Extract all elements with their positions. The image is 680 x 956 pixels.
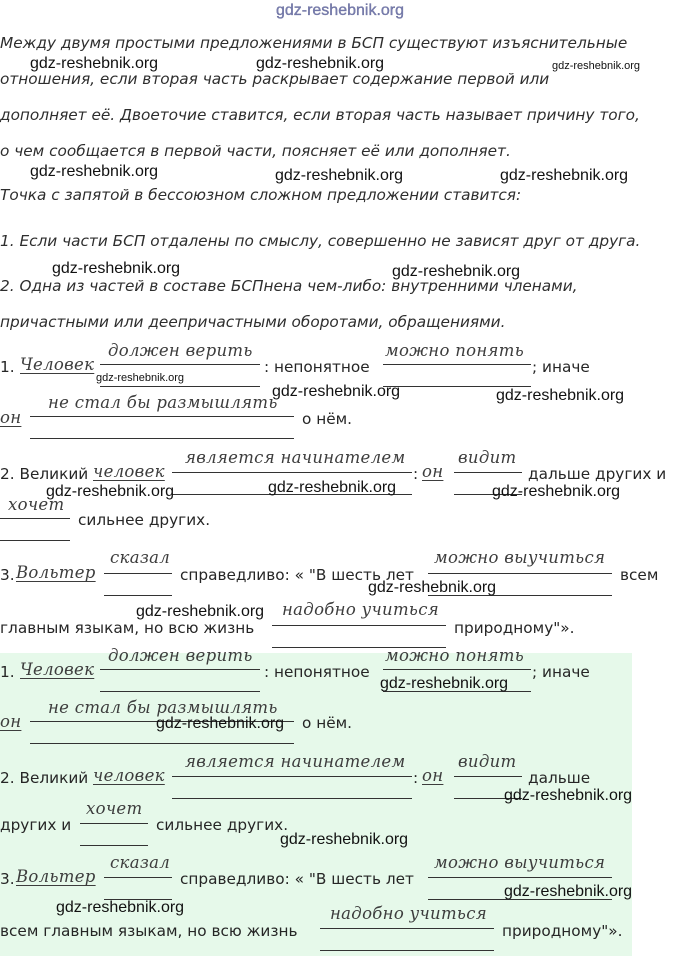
predicate-underline <box>104 877 172 878</box>
example-number: 3. <box>0 870 15 888</box>
watermark: gdz-reshebnik.org <box>504 787 633 804</box>
watermark: gdz-reshebnik.org <box>256 55 385 72</box>
predicate-underline <box>383 364 531 365</box>
predicate-word: не стал бы размышлять <box>48 698 278 717</box>
subject-word: Вольтер <box>16 867 96 886</box>
sentence-text: главным языкам, но всю жизнь <box>0 619 255 637</box>
sentence-text: других и <box>0 816 72 834</box>
sentence-text: о нём. <box>302 714 353 732</box>
watermark: gdz-reshebnik.org <box>46 483 175 500</box>
predicate-underline <box>320 950 494 951</box>
watermark: gdz-reshebnik.org <box>552 60 641 72</box>
predicate-word: хочет <box>86 799 143 818</box>
predicate-underline <box>80 845 148 846</box>
sentence-text: всем главным языкам, но всю жизнь <box>0 922 298 940</box>
sentence-text: справедливо: « "В шесть лет <box>180 566 414 584</box>
watermark: gdz-reshebnik.org <box>504 883 633 900</box>
sentence-text: о нём. <box>302 410 353 428</box>
sentence-text: ; иначе <box>532 663 590 681</box>
predicate-word: надобно учиться <box>330 904 487 923</box>
subject-word: Вольтер <box>16 563 96 582</box>
sentence-text: всем <box>620 566 659 584</box>
sentence-text: природному"». <box>502 922 623 940</box>
predicate-word: видит <box>458 448 517 467</box>
predicate-underline <box>100 669 260 670</box>
watermark: gdz-reshebnik.org <box>156 715 285 732</box>
watermark: gdz-reshebnik.org <box>275 167 404 184</box>
watermark: gdz-reshebnik.org <box>96 372 185 384</box>
rule-two: причастными или деепричастными оборотами, обращениями. <box>0 313 506 331</box>
predicate-underline <box>383 669 531 670</box>
predicate-word: сказал <box>110 548 171 567</box>
watermark: gdz-reshebnik.org <box>492 483 621 500</box>
theory-line: отношения, если вторая часть раскрывает содержание первой или <box>0 70 550 88</box>
sentence-text: ; иначе <box>532 358 590 376</box>
predicate-underline <box>454 776 522 777</box>
predicate-word: хочет <box>8 495 65 514</box>
subject-word: он <box>0 712 22 731</box>
predicate-underline <box>454 472 522 473</box>
theory-line: Между двумя простыми предложениями в БСП существуют изъяснительные <box>0 34 628 52</box>
predicate-word: можно выучиться <box>434 853 606 872</box>
predicate-word: можно выучиться <box>434 548 606 567</box>
predicate-underline <box>100 364 260 365</box>
watermark: gdz-reshebnik.org <box>500 167 629 184</box>
predicate-underline <box>428 877 612 878</box>
sentence-text: сильнее других. <box>78 511 211 529</box>
predicate-underline <box>172 798 412 799</box>
predicate-underline <box>172 776 412 777</box>
subject-word: Человек <box>20 660 95 679</box>
predicate-word: сказал <box>110 853 171 872</box>
predicate-underline <box>320 928 494 929</box>
site-watermark-header: gdz-reshebnik.org <box>275 2 405 19</box>
example-number: 1. <box>0 663 15 681</box>
theory-line: Точка с запятой в бессоюзном сложном предложении ставится: <box>0 186 522 204</box>
predicate-underline <box>0 518 70 519</box>
example-number: 1. <box>0 358 15 376</box>
theory-line: дополняет её. Двоеточие ставится, если вторая часть называет причину того, <box>0 106 640 124</box>
subject-word: человек <box>93 462 165 481</box>
rule-two: 2. Одна из частей в составе БСПнена чем-либо: внутренними членами, <box>0 277 578 295</box>
predicate-word: можно понять <box>385 341 524 360</box>
predicate-underline <box>172 472 412 473</box>
watermark: gdz-reshebnik.org <box>272 383 401 400</box>
example-number: 2. Великий <box>0 769 89 787</box>
sentence-text: : непонятное <box>264 663 370 681</box>
watermark: gdz-reshebnik.org <box>380 675 509 692</box>
predicate-underline <box>80 823 148 824</box>
sentence-text: дальше других и <box>528 465 667 483</box>
predicate-underline <box>100 386 260 387</box>
predicate-word: надобно учиться <box>282 600 439 619</box>
predicate-underline <box>428 573 612 574</box>
subject-word: он <box>422 766 444 785</box>
theory-line: о чем сообщается в первой части, поясняет её или дополняет. <box>0 142 511 160</box>
example-number: 3. <box>0 566 15 584</box>
predicate-word: является начинателем <box>185 448 406 467</box>
predicate-underline <box>0 540 70 541</box>
predicate-underline <box>30 743 294 744</box>
predicate-underline <box>30 438 294 439</box>
predicate-underline <box>104 595 172 596</box>
predicate-underline <box>104 573 172 574</box>
watermark: gdz-reshebnik.org <box>56 899 185 916</box>
example-number: 2. Великий <box>0 465 89 483</box>
sentence-text: сильнее других. <box>156 816 289 834</box>
subject-word: человек <box>93 766 165 785</box>
sentence-text: дальше <box>528 769 591 787</box>
watermark: gdz-reshebnik.org <box>52 260 181 277</box>
subject-word: он <box>0 408 22 427</box>
sentence-text: : <box>413 769 419 787</box>
watermark: gdz-reshebnik.org <box>268 479 397 496</box>
watermark: gdz-reshebnik.org <box>30 55 159 72</box>
sentence-text: справедливо: « "В шесть лет <box>180 870 414 888</box>
predicate-underline <box>100 691 260 692</box>
predicate-word: видит <box>458 752 517 771</box>
watermark: gdz-reshebnik.org <box>392 263 521 280</box>
predicate-word: должен верить <box>108 646 253 665</box>
predicate-word: не стал бы размышлять <box>48 393 278 412</box>
predicate-word: должен верить <box>108 341 253 360</box>
subject-word: Человек <box>20 355 95 374</box>
predicate-underline <box>30 416 294 417</box>
watermark: gdz-reshebnik.org <box>368 579 497 596</box>
watermark: gdz-reshebnik.org <box>30 163 159 180</box>
sentence-text: природному"». <box>454 619 575 637</box>
predicate-word: является начинателем <box>185 752 406 771</box>
watermark: gdz-reshebnik.org <box>280 831 409 848</box>
rule-one: 1. Если части БСП отдалены по смыслу, совершенно не зависят друг от друга. <box>0 232 641 250</box>
subject-word: он <box>422 462 444 481</box>
predicate-underline <box>272 625 446 626</box>
sentence-text: : непонятное <box>264 358 370 376</box>
predicate-word: можно понять <box>385 646 524 665</box>
watermark: gdz-reshebnik.org <box>136 603 265 620</box>
watermark: gdz-reshebnik.org <box>496 387 625 404</box>
sentence-text: : <box>413 465 419 483</box>
